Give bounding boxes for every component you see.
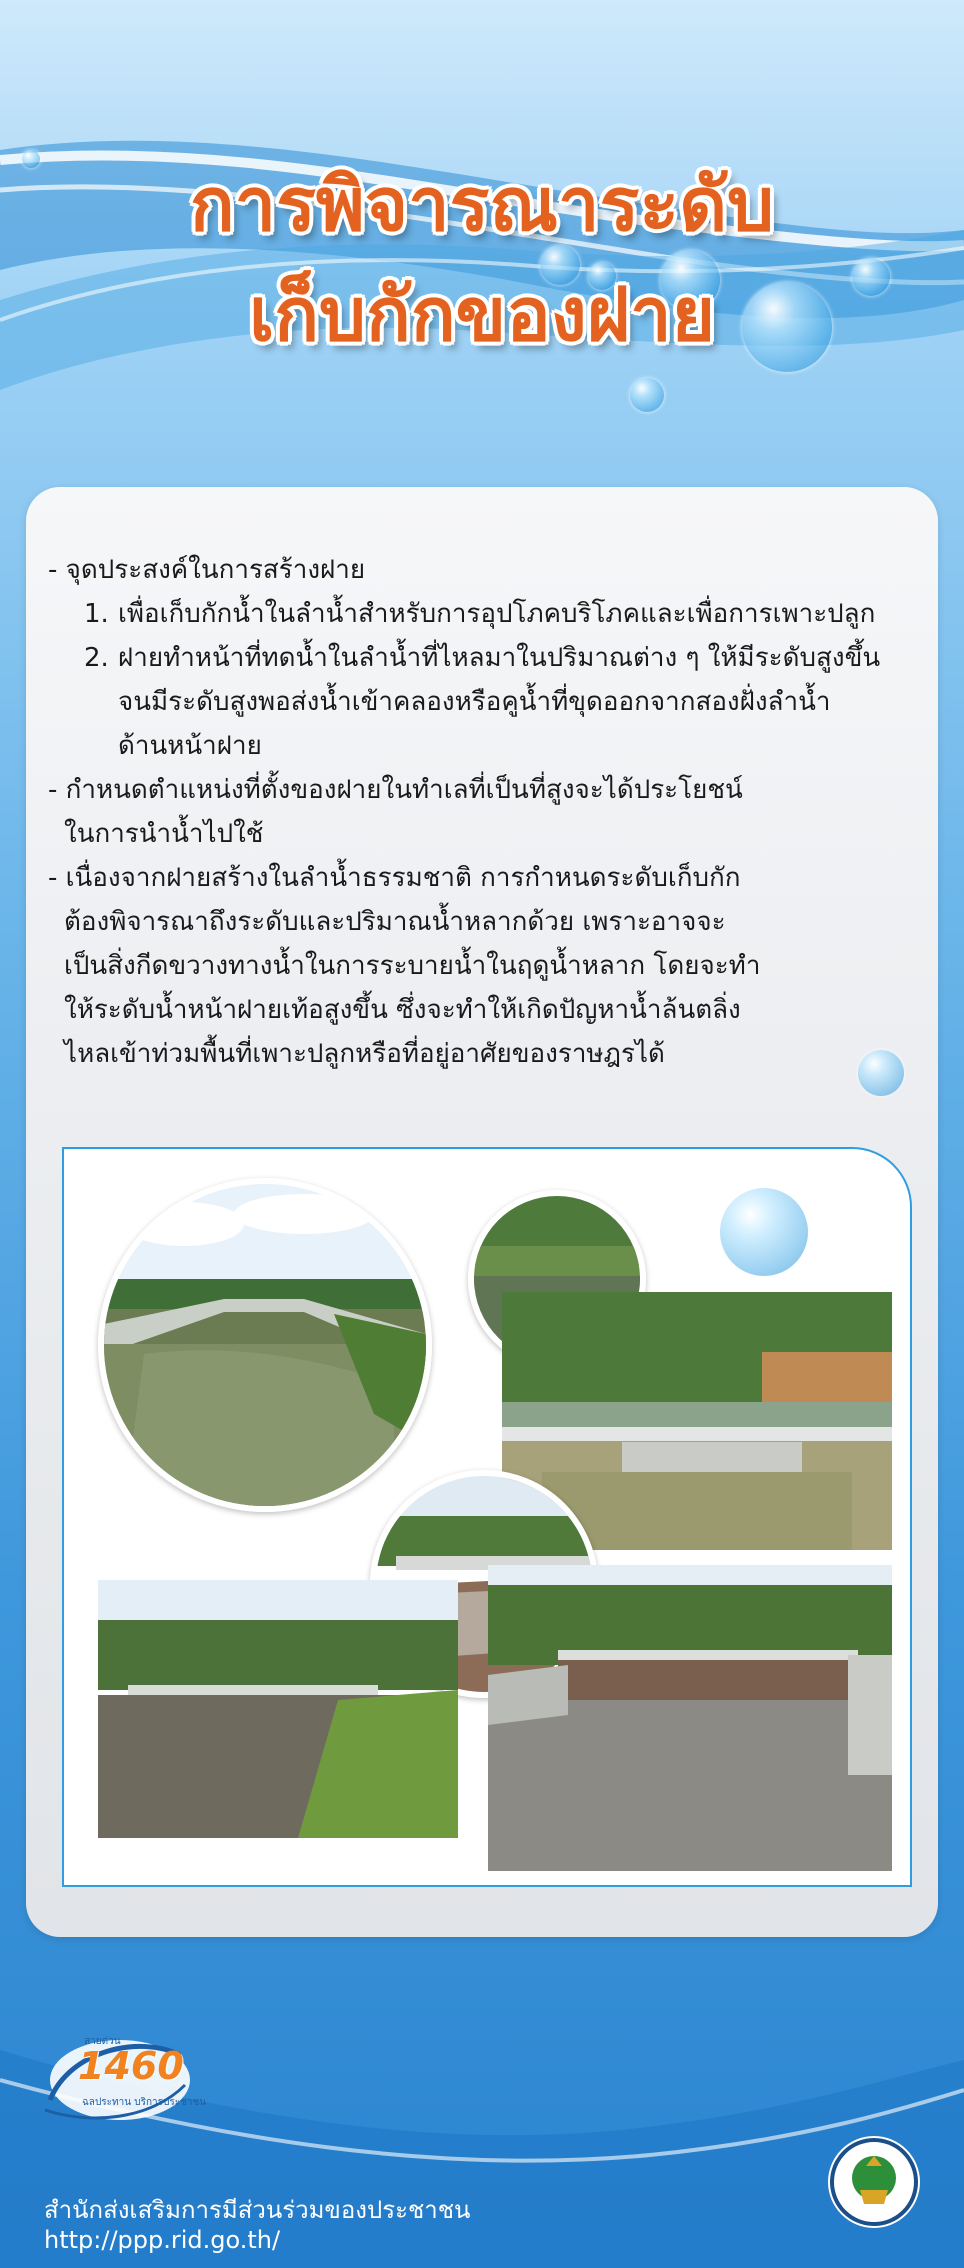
water-bubble-icon [720,1188,808,1276]
organization-url-link[interactable]: http://ppp.rid.go.th/ [44,2226,281,2254]
canal-weir-photo-circle [98,1178,432,1512]
weir-bridge-photo [98,1580,458,1838]
hotline-label: สายด่วน [84,2036,121,2047]
hotline-subtitle: ฉลประทาน บริการประชาชน [82,2097,207,2108]
item-text: เพื่อเก็บกักน้ำในลำน้ำสำหรับการอุปโภคบริโภคและเพื่อการเพาะปลูก [118,599,876,629]
purpose-item-1 [48,592,918,636]
storage-level-paragraph-cont: ไหลเข้าท่วมพื้นที่เพาะปลูกหรือที่อยู่อาศัยของราษฎรได้ [64,1039,665,1069]
purpose-item-2-cont: ด้านหน้าฝาย [118,731,262,761]
location-paragraph-cont: ในการนำน้ำไปใช้ [64,819,264,849]
purpose-item-2 [48,636,918,680]
hotline-number: 1460 [78,2044,184,2088]
organization-name: สำนักส่งเสริมการมีส่วนร่วมของประชาชน [44,2196,471,2224]
storage-level-paragraph-cont: ต้องพิจารณาถึงระดับและปริมาณน้ำหลากด้วย เพราะอาจจะ [64,907,726,937]
body-text [48,548,918,1076]
location-paragraph: - กำหนดตำแหน่งที่ตั้งของฝายในทำเลที่เป็นที่สูงจะได้ประโยชน์ [48,775,743,805]
storage-level-paragraph-cont: ให้ระดับน้ำหน้าฝายเท้อสูงขึ้น ซึ่งจะทำให้เกิดปัญหาน้ำล้นตลิ่ง [64,995,741,1025]
weir-river-photo [488,1565,892,1871]
storage-level-paragraph-cont: เป็นสิ่งกีดขวางทางน้ำในการระบายน้ำในฤดูน้ำหลาก โดยจะทำ [64,951,761,981]
title-line-2: เก็บกักของฝาย [248,272,716,358]
item-number: 1. [84,599,109,629]
storage-level-paragraph: - เนื่องจากฝายสร้างในลำน้ำธรรมชาติ การกำหนดระดับเก็บกัก [48,863,741,893]
purpose-heading: - จุดประสงค์ในการสร้างฝาย [48,555,366,585]
item-number: 2. [84,643,109,673]
poster-title [0,150,964,370]
water-bubble-icon [630,378,664,412]
purpose-item-2-cont: จนมีระดับสูงพอส่งน้ำเข้าคลองหรือคูน้ำที่ขุดออกจากสองฝั่งลำน้ำ [118,687,831,717]
item-text: ฝายทำหน้าที่ทดน้ำในลำน้ำที่ไหลมาในปริมาณต่าง ๆ ให้มีระดับสูงขึ้น [118,643,881,673]
water-bubble-icon [858,1050,904,1096]
title-line-1: การพิจารณาระดับ [189,162,775,248]
royal-irrigation-seal-icon [826,2134,922,2230]
